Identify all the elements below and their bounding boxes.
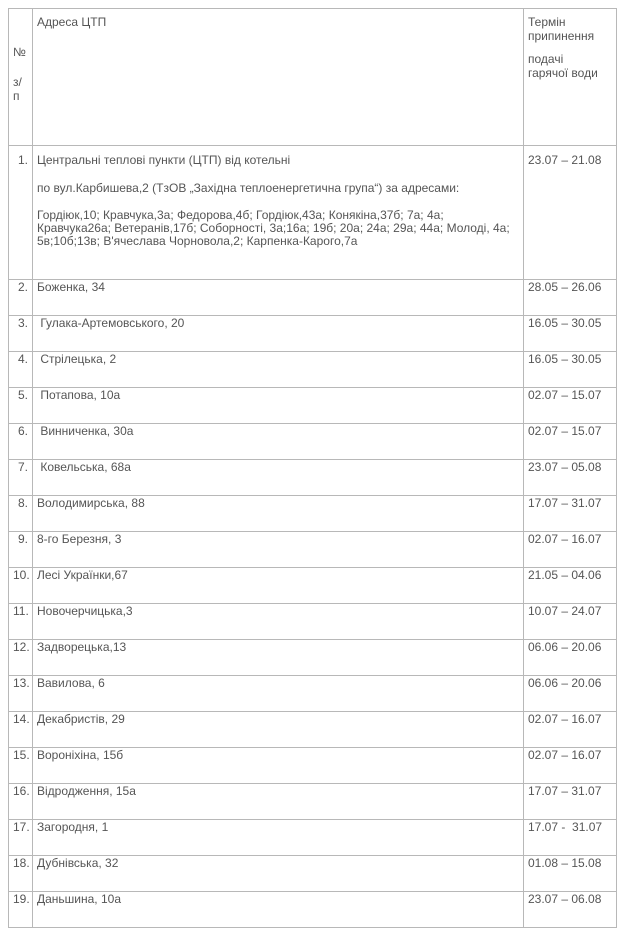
header-row <box>9 9 617 146</box>
row-number: 14. <box>9 712 33 748</box>
table-row <box>9 856 617 892</box>
row-number: 2. <box>9 280 33 316</box>
row-address: Дубнівська, 32 <box>33 856 524 892</box>
row-address: Декабристів, 29 <box>33 712 524 748</box>
row-number: 9. <box>9 532 33 568</box>
header-period-line-2: припинення <box>528 29 595 43</box>
table-row <box>9 892 617 928</box>
row-address: Відродження, 15а <box>33 784 524 820</box>
row-number: 1. <box>9 146 33 280</box>
row-number: 17. <box>9 820 33 856</box>
table-row <box>9 712 617 748</box>
row-address: Ковельська, 68а <box>33 460 524 496</box>
row-address: Лесі Українки,67 <box>33 568 524 604</box>
row-number: 7. <box>9 460 33 496</box>
row-period: 16.05 – 30.05 <box>524 352 617 388</box>
row-address: Винниченка, 30а <box>33 424 524 460</box>
row-address: Новочерчицька,3 <box>33 604 524 640</box>
row-address: Стрілецька, 2 <box>33 352 524 388</box>
row-address: Потапова, 10а <box>33 388 524 424</box>
row-number: 5. <box>9 388 33 424</box>
row-period: 23.07 – 06.08 <box>524 892 617 928</box>
row-number: 18. <box>9 856 33 892</box>
boiler-description: Центральні теплові пункти (ЦТП) від котельні <box>37 153 291 167</box>
row-address <box>33 146 524 280</box>
row-period: 01.08 – 15.08 <box>524 856 617 892</box>
table-row <box>9 424 617 460</box>
address-list: Гордіюк,10; Кравчука,3а; Федорова,4б; Гордіюк,43а; Конякіна,37б; 7а; 4а; Кравчука26а; Ветеранів,17б; Соборності, 3а;16а; 19б; 20а; 24а; 29а; 44а; Молоді, 4а; 5в;10б;13в; В'ячеслава Чорновола,2; Карпенка-Карого,7а <box>37 208 510 248</box>
row-period: 23.07 – 21.08 <box>524 146 617 280</box>
table-row <box>9 352 617 388</box>
table-row <box>9 460 617 496</box>
row-number: 19. <box>9 892 33 928</box>
table-row <box>9 496 617 532</box>
row-period: 16.05 – 30.05 <box>524 316 617 352</box>
row-number: 13. <box>9 676 33 712</box>
row-period: 17.07 - 31.07 <box>524 820 617 856</box>
row-period: 02.07 – 16.07 <box>524 748 617 784</box>
table-row <box>9 146 617 280</box>
row-period: 02.07 – 15.07 <box>524 424 617 460</box>
row-number: 6. <box>9 424 33 460</box>
row-number: 10. <box>9 568 33 604</box>
header-number-label: № <box>13 45 26 59</box>
row-number: 4. <box>9 352 33 388</box>
row-period: 02.07 – 16.07 <box>524 532 617 568</box>
row-number: 15. <box>9 748 33 784</box>
row-address: Вороніхіна, 15б <box>33 748 524 784</box>
row-number: 3. <box>9 316 33 352</box>
header-number-cell <box>9 9 33 146</box>
row-address: Вавилова, 6 <box>33 676 524 712</box>
row-period: 23.07 – 05.08 <box>524 460 617 496</box>
table-row <box>9 280 617 316</box>
table-row <box>9 748 617 784</box>
row-address: 8-го Березня, 3 <box>33 532 524 568</box>
table-row <box>9 604 617 640</box>
header-address-label: Адреса ЦТП <box>37 15 107 29</box>
row-period: 21.05 – 04.06 <box>524 568 617 604</box>
table-row <box>9 316 617 352</box>
header-period-line-3: подачі <box>528 52 564 66</box>
table-row <box>9 820 617 856</box>
row-period: 17.07 – 31.07 <box>524 784 617 820</box>
table-row <box>9 640 617 676</box>
header-period-line-1: Термін <box>528 15 566 29</box>
header-address-cell <box>33 9 524 146</box>
table-row <box>9 532 617 568</box>
table-row <box>9 568 617 604</box>
row-address: Володимирська, 88 <box>33 496 524 532</box>
row-address: Даньшина, 10а <box>33 892 524 928</box>
schedule-document <box>8 8 616 906</box>
header-number-sublabel: з/п <box>13 75 22 103</box>
table-row <box>9 388 617 424</box>
row-period: 06.06 – 20.06 <box>524 640 617 676</box>
row-period: 10.07 – 24.07 <box>524 604 617 640</box>
row-period: 17.07 – 31.07 <box>524 496 617 532</box>
row-period: 06.06 – 20.06 <box>524 676 617 712</box>
row-address: Задворецька,13 <box>33 640 524 676</box>
row-number: 8. <box>9 496 33 532</box>
table-row <box>9 676 617 712</box>
row-address: Гулака-Артемовського, 20 <box>33 316 524 352</box>
schedule-table <box>8 8 617 928</box>
row-address: Загородня, 1 <box>33 820 524 856</box>
row-period: 02.07 – 16.07 <box>524 712 617 748</box>
row-period: 28.05 – 26.06 <box>524 280 617 316</box>
header-period-cell <box>524 9 617 146</box>
row-number: 11. <box>9 604 33 640</box>
table-row <box>9 784 617 820</box>
header-period-line-4: гарячої води <box>528 66 598 80</box>
row-address: Боженка, 34 <box>33 280 524 316</box>
row-number: 16. <box>9 784 33 820</box>
boiler-location: по вул.Карбишева,2 (ТзОВ „Західна теплоенергетична група“) за адресами: <box>37 181 460 195</box>
row-period: 02.07 – 15.07 <box>524 388 617 424</box>
row-number: 12. <box>9 640 33 676</box>
